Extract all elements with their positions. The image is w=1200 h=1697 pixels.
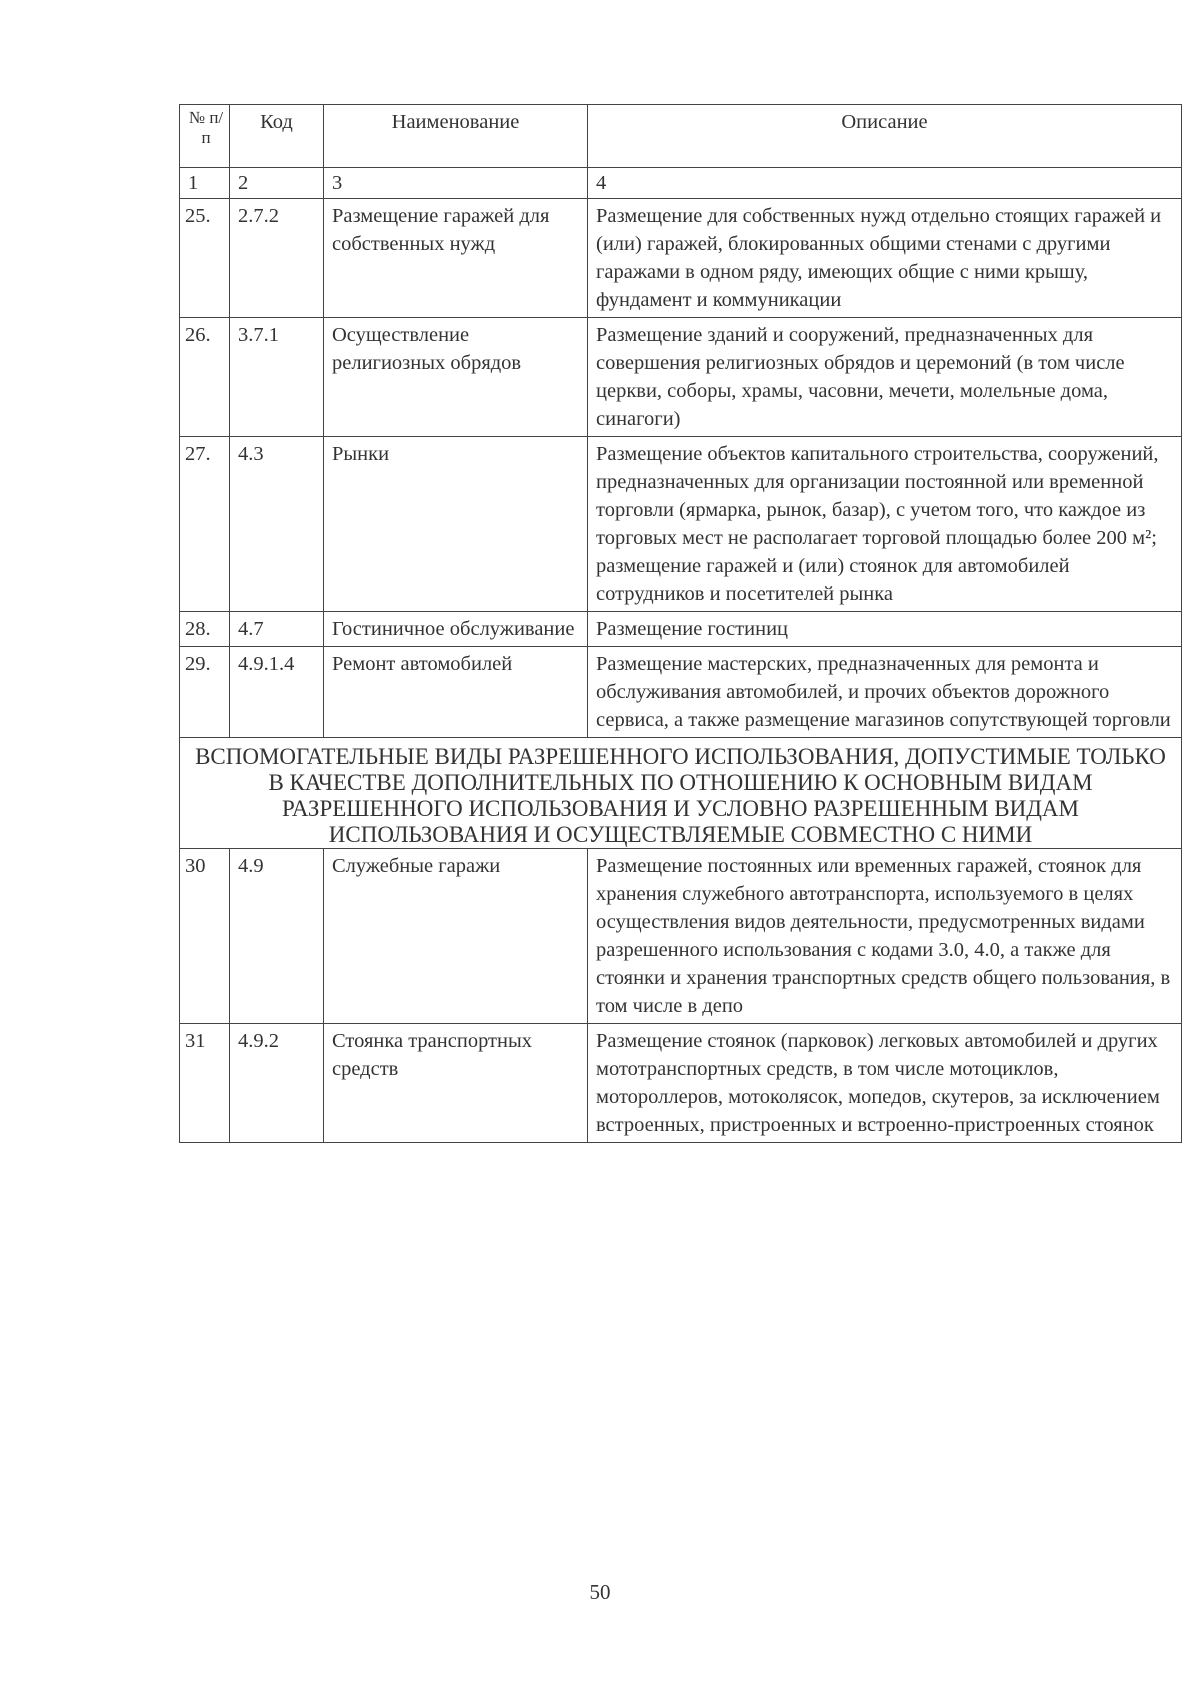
table-row <box>180 318 1182 437</box>
row-num: 25. <box>180 199 230 318</box>
row-code: 4.9.1.4 <box>230 647 324 738</box>
row-description: Размещение гостиниц <box>588 612 1182 647</box>
table-row <box>180 199 1182 318</box>
row-name: Ремонт автомобилей <box>324 647 588 738</box>
column-index-2: 2 <box>230 168 324 199</box>
row-description: Размещение для собственных нужд отдельно стоящих гаражей и (или) гаражей, блокированных общими стенами с другими гаражами в одном ряду, имеющих общие с ними крышу, фундамент и коммуникации <box>588 199 1182 318</box>
table-row <box>180 437 1182 612</box>
row-description: Размещение стоянок (парковок) легковых автомобилей и других мототранспортных средств, в том числе мотоциклов, мотороллеров, мотоколясок, мопедов, скутеров, за исключением встроенных, пристроенных и встроенно-пристроенных стоянок <box>588 1024 1182 1143</box>
row-num: 26. <box>180 318 230 437</box>
row-num: 28. <box>180 612 230 647</box>
header-code: Код <box>230 105 324 168</box>
column-index-1: 1 <box>180 168 230 199</box>
table-row <box>180 1024 1182 1143</box>
row-name: Стоянка транспортных средств <box>324 1024 588 1143</box>
column-index-3: 3 <box>324 168 588 199</box>
land-use-table <box>179 104 1182 1143</box>
row-description: Размещение зданий и сооружений, предназначенных для совершения религиозных обрядов и церемоний (в том числе церкви, соборы, храмы, часовни, мечети, молельные дома, синагоги) <box>588 318 1182 437</box>
row-num: 31 <box>180 1024 230 1143</box>
row-description: Размещение мастерских, предназначенных для ремонта и обслуживания автомобилей, и прочих объектов дорожного сервиса, а также размещение магазинов сопутствующей торговли <box>588 647 1182 738</box>
row-name: Рынки <box>324 437 588 612</box>
row-description: Размещение постоянных или временных гаражей, стоянок для хранения служебного автотранспорта, используемого в целях осуществления видов деятельности, предусмотренных видами разрешенного использования с кодами 3.0, 4.0, а также для стоянки и хранения транспортных средств общего пользования, в том числе в депо <box>588 849 1182 1024</box>
table-row <box>180 849 1182 1024</box>
row-name: Осуществление религиозных обрядов <box>324 318 588 437</box>
table-row <box>180 612 1182 647</box>
row-code: 4.9.2 <box>230 1024 324 1143</box>
row-description: Размещение объектов капитального строительства, сооружений, предназначенных для организации постоянной или временной торговли (ярмарка, рынок, базар), с учетом того, что каждое из торговых мест не располагает торговой площадью более 200 м²; размещение гаражей и (или) стоянок для автомобилей сотрудников и посетителей рынка <box>588 437 1182 612</box>
row-code: 4.3 <box>230 437 324 612</box>
section-row <box>180 738 1182 849</box>
header-name: Наименование <box>324 105 588 168</box>
row-num: 27. <box>180 437 230 612</box>
row-name: Служебные гаражи <box>324 849 588 1024</box>
row-name: Размещение гаражей для собственных нужд <box>324 199 588 318</box>
row-num: 29. <box>180 647 230 738</box>
table-header-row <box>180 105 1182 168</box>
row-code: 4.7 <box>230 612 324 647</box>
column-index-row <box>180 168 1182 199</box>
row-code: 4.9 <box>230 849 324 1024</box>
header-num: № п/п <box>180 105 230 168</box>
column-index-4: 4 <box>588 168 1182 199</box>
table-row <box>180 647 1182 738</box>
section-title: ВСПОМОГАТЕЛЬНЫЕ ВИДЫ РАЗРЕШЕННОГО ИСПОЛЬЗОВАНИЯ, ДОПУСТИМЫЕ ТОЛЬКО В КАЧЕСТВЕ ДОПОЛНИТЕЛЬНЫХ ПО ОТНОШЕНИЮ К ОСНОВНЫМ ВИДАМ РАЗРЕШЕННОГО ИСПОЛЬЗОВАНИЯ И УСЛОВНО РАЗРЕШЕННЫМ ВИДАМ ИСПОЛЬЗОВАНИЯ И ОСУЩЕСТВЛЯЕМЫЕ СОВМЕСТНО С НИМИ <box>180 738 1182 849</box>
row-num: 30 <box>180 849 230 1024</box>
header-description: Описание <box>588 105 1182 168</box>
row-code: 2.7.2 <box>230 199 324 318</box>
row-name: Гостиничное обслуживание <box>324 612 588 647</box>
page-number: 50 <box>589 1580 611 1604</box>
row-code: 3.7.1 <box>230 318 324 437</box>
